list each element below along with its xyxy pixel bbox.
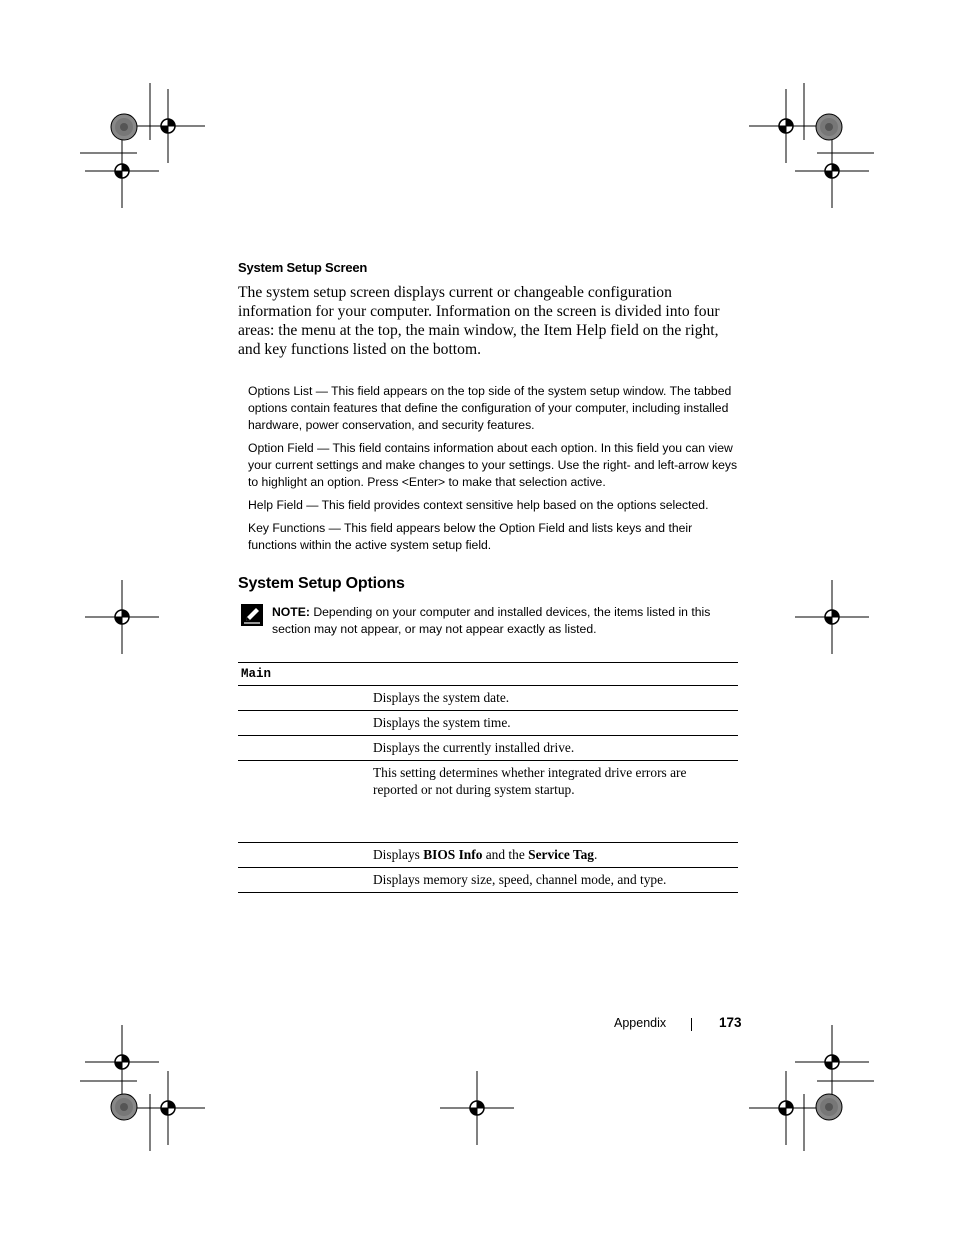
registration-mark-icon [131, 89, 205, 163]
table-header-label: Main [241, 667, 272, 681]
color-bar-icon [816, 114, 842, 140]
row-description [373, 846, 733, 863]
registration-mark-icon [85, 1025, 159, 1099]
pencil-note-icon [241, 604, 263, 631]
bios-info-term: BIOS Info [423, 847, 483, 862]
row-description-part: . [593, 847, 598, 862]
footer-section-label: Appendix [614, 1016, 667, 1030]
row-description: Displays the system time. [373, 715, 511, 730]
note-body: Depending on your computer and installed devices, the items listed in this section may not appear, or may not appear exactly as listed. [272, 605, 711, 636]
table-row [238, 736, 738, 761]
registration-mark-icon [440, 1071, 514, 1145]
row-description-part: Displays [373, 847, 424, 862]
options-heading: System Setup Options [238, 575, 405, 592]
service-tag-term: Service Tag [528, 847, 594, 862]
section-heading: System Setup Screen [238, 260, 368, 275]
table-row [238, 868, 738, 893]
row-description: Displays memory size, speed, channel mode, and type. [373, 872, 667, 887]
color-bar-icon [111, 114, 137, 140]
field-descriptions [248, 383, 738, 560]
table-row [238, 711, 738, 736]
table-row [238, 686, 738, 711]
registration-mark-icon [795, 580, 869, 654]
field-description-key-functions: Key Functions — This field appears below the Option Field and lists keys and their functions within the active system setup field. [248, 521, 693, 552]
field-description-options-list: Options List — This field appears on the top side of the system setup window. The tabbed options contain features that define the configuration of your computer, including installed hardware, power conservation, and security features. [248, 384, 732, 432]
table-row [238, 843, 738, 868]
registration-mark-icon [749, 1071, 823, 1145]
registration-mark-icon [749, 89, 823, 163]
registration-mark-icon [795, 1025, 869, 1099]
registration-mark-icon [795, 134, 869, 208]
color-bar-icon [816, 1094, 842, 1120]
row-description: Displays the currently installed drive. [373, 740, 575, 755]
registration-mark-icon [85, 134, 159, 208]
field-description-option-field: Option Field — This field contains information about each option. In this field you can view your current settings and make changes to your settings. Use the right- and left-arrow keys to highlight an option. Press <Enter> to make that selection active. [248, 441, 738, 489]
note-text [272, 604, 738, 638]
table-row [238, 761, 738, 843]
row-description-part: and the [482, 847, 529, 862]
table-header [238, 662, 738, 686]
color-bar-icon [111, 1094, 137, 1120]
main-options-table [238, 662, 738, 893]
footer-divider [691, 1018, 692, 1031]
field-description-help-field: Help Field — This field provides context sensitive help based on the options selected. [248, 498, 709, 512]
row-description: Displays the system date. [373, 690, 510, 705]
registration-mark-icon [131, 1071, 205, 1145]
intro-paragraph: The system setup screen displays current or changeable configuration information for your computer. Information on the screen is divided into four areas: the menu at the top, the main window, the Item Help field on the right, and key functions listed on the bottom. [238, 284, 720, 358]
registration-mark-icon [85, 580, 159, 654]
page-number: 173 [719, 1015, 742, 1030]
row-description: This setting determines whether integrated drive errors are reported or not during system startup. [373, 765, 687, 797]
note-label: NOTE: [272, 605, 310, 619]
